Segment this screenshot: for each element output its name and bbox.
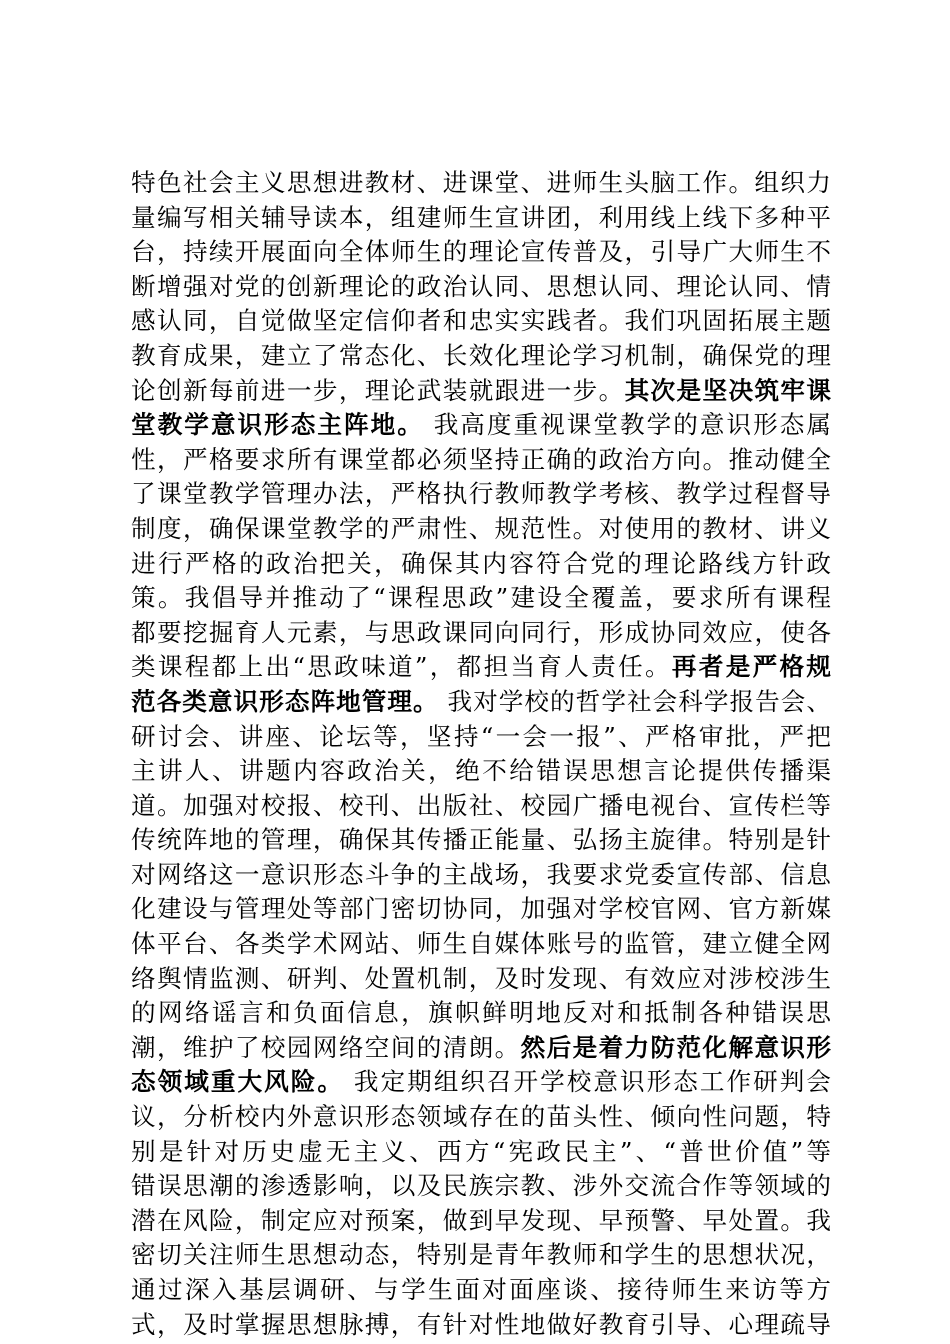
text-line [131, 477, 831, 512]
text-line [131, 823, 831, 858]
body-text: 络舆情监测、研判、处置机制，及时发现、有效应对涉校涉生 [131, 963, 831, 993]
body-text: 化建设与管理处等部门密切协同，加强对学校官网、官方新媒 [131, 894, 831, 924]
body-text: 论创新每前进一步，理论武装就跟进一步。 [131, 375, 625, 405]
text-line [131, 512, 831, 547]
text-line [131, 1204, 831, 1239]
body-text: 我高度重视课堂教学的意识形态属 [423, 410, 831, 440]
text-line [131, 1273, 831, 1308]
body-text: 通过深入基层调研、与学生面对面座谈、接待师生来访等方 [131, 1275, 831, 1304]
bold-heading-text: 范各类意识形态阵地管理。 [131, 686, 439, 716]
text-line [131, 858, 831, 893]
body-text: 台，持续开展面向全体师生的理论宣传普及，引导广大师生不 [131, 237, 831, 267]
body-text: 断增强对党的创新理论的政治认同、思想认同、理论认同、情 [131, 271, 831, 301]
body-text: 特色社会主义思想进教材、进课堂、进师生头脑工作。组织力 [131, 168, 831, 197]
body-text: 类课程都上出“思政味道”，都担当育人责任。 [131, 652, 672, 682]
body-text: 性，严格要求所有课堂都必须坚持正确的政治方向。推动健全 [131, 444, 831, 474]
body-text: 量编写相关辅导读本，组建师生宣讲团，利用线上线下多种平 [131, 202, 831, 232]
text-line [131, 1308, 831, 1343]
text-line [131, 304, 831, 339]
text-line [131, 685, 831, 720]
body-paragraph [131, 166, 831, 1342]
body-text: 主讲人、讲题内容政治关，绝不给错误思想言论提供传播渠 [131, 756, 831, 786]
body-text: 的网络谣言和负面信息，旗帜鲜明地反对和抵制各种错误思 [131, 998, 831, 1028]
text-line [131, 408, 831, 443]
body-text: 别是针对历史虚无主义、西方“宪政民主”、“普世价值”等 [131, 1136, 831, 1166]
body-text: 教育成果，建立了常态化、长效化理论学习机制，确保党的理 [131, 340, 831, 370]
text-line [131, 1100, 831, 1135]
bold-heading-text: 再者是严格规 [671, 652, 831, 682]
body-text: 了课堂教学管理办法，严格执行教师教学考核、教学过程督导 [131, 479, 831, 509]
body-text: 错误思潮的渗透影响，以及民族宗教、涉外交流合作等领域的 [131, 1171, 831, 1201]
text-line [131, 616, 831, 651]
bold-heading-text: 堂教学意识形态主阵地。 [131, 410, 424, 440]
text-line [131, 443, 831, 478]
text-line [131, 547, 831, 582]
text-line [131, 962, 831, 997]
text-line [131, 339, 831, 374]
text-line [131, 1031, 831, 1066]
text-line [131, 892, 831, 927]
text-line [131, 374, 831, 409]
bold-heading-text: 其次是坚决筑牢课 [624, 375, 831, 405]
text-line [131, 996, 831, 1031]
text-line [131, 1169, 831, 1204]
text-line [131, 1135, 831, 1170]
body-text: 密切关注师生思想动态，特别是青年教师和学生的思想状况， [131, 1240, 831, 1270]
body-text: 策。我倡导并推动了“课程思政”建设全覆盖，要求所有课程 [131, 583, 831, 613]
body-text: 研讨会、讲座、论坛等，坚持“一会一报”、严格审批，严把 [131, 721, 831, 751]
body-text: 式，及时掌握思想脉搏，有针对性地做好教育引导、心理疏导 [131, 1309, 831, 1339]
text-line [131, 235, 831, 270]
text-line [131, 789, 831, 824]
text-line [131, 270, 831, 305]
body-text: 议，分析校内外意识形态领域存在的苗头性、倾向性问题，特 [131, 1102, 831, 1132]
body-text: 制度，确保课堂教学的严肃性、规范性。对使用的教材、讲义 [131, 513, 831, 543]
body-text: 我对学校的哲学社会科学报告会、 [438, 686, 831, 716]
body-text: 潮，维护了校园网络空间的清朗。 [131, 1032, 521, 1062]
body-text: 我定期组织召开学校意识形态工作研判会 [343, 1067, 831, 1097]
bold-heading-text: 态领域重大风险。 [131, 1067, 344, 1097]
body-text: 道。加强对校报、校刊、出版社、校园广播电视台、宣传栏等 [131, 790, 831, 820]
body-text: 潜在风险，制定应对预案，做到早发现、早预警、早处置。我 [131, 1205, 831, 1235]
text-line [131, 166, 831, 201]
text-line [131, 1238, 831, 1273]
text-line [131, 927, 831, 962]
text-line [131, 720, 831, 755]
body-text: 对网络这一意识形态斗争的主战场，我要求党委宣传部、信息 [131, 859, 831, 889]
body-text: 传统阵地的管理，确保其传播正能量、弘扬主旋律。特别是针 [131, 825, 831, 855]
text-line [131, 1065, 831, 1100]
text-line [131, 754, 831, 789]
bold-heading-text: 然后是着力防范化解意识形 [520, 1032, 831, 1062]
body-text: 体平台、各类学术网站、师生自媒体账号的监管，建立健全网 [131, 929, 831, 959]
body-text: 都要挖掘育人元素，与思政课同向同行，形成协同效应，使各 [131, 617, 831, 647]
text-line [131, 650, 831, 685]
body-text: 感认同，自觉做坚定信仰者和忠实实践者。我们巩固拓展主题 [131, 306, 831, 336]
body-text: 进行严格的政治把关，确保其内容符合党的理论路线方针政 [131, 548, 831, 578]
text-line [131, 201, 831, 236]
text-line [131, 581, 831, 616]
